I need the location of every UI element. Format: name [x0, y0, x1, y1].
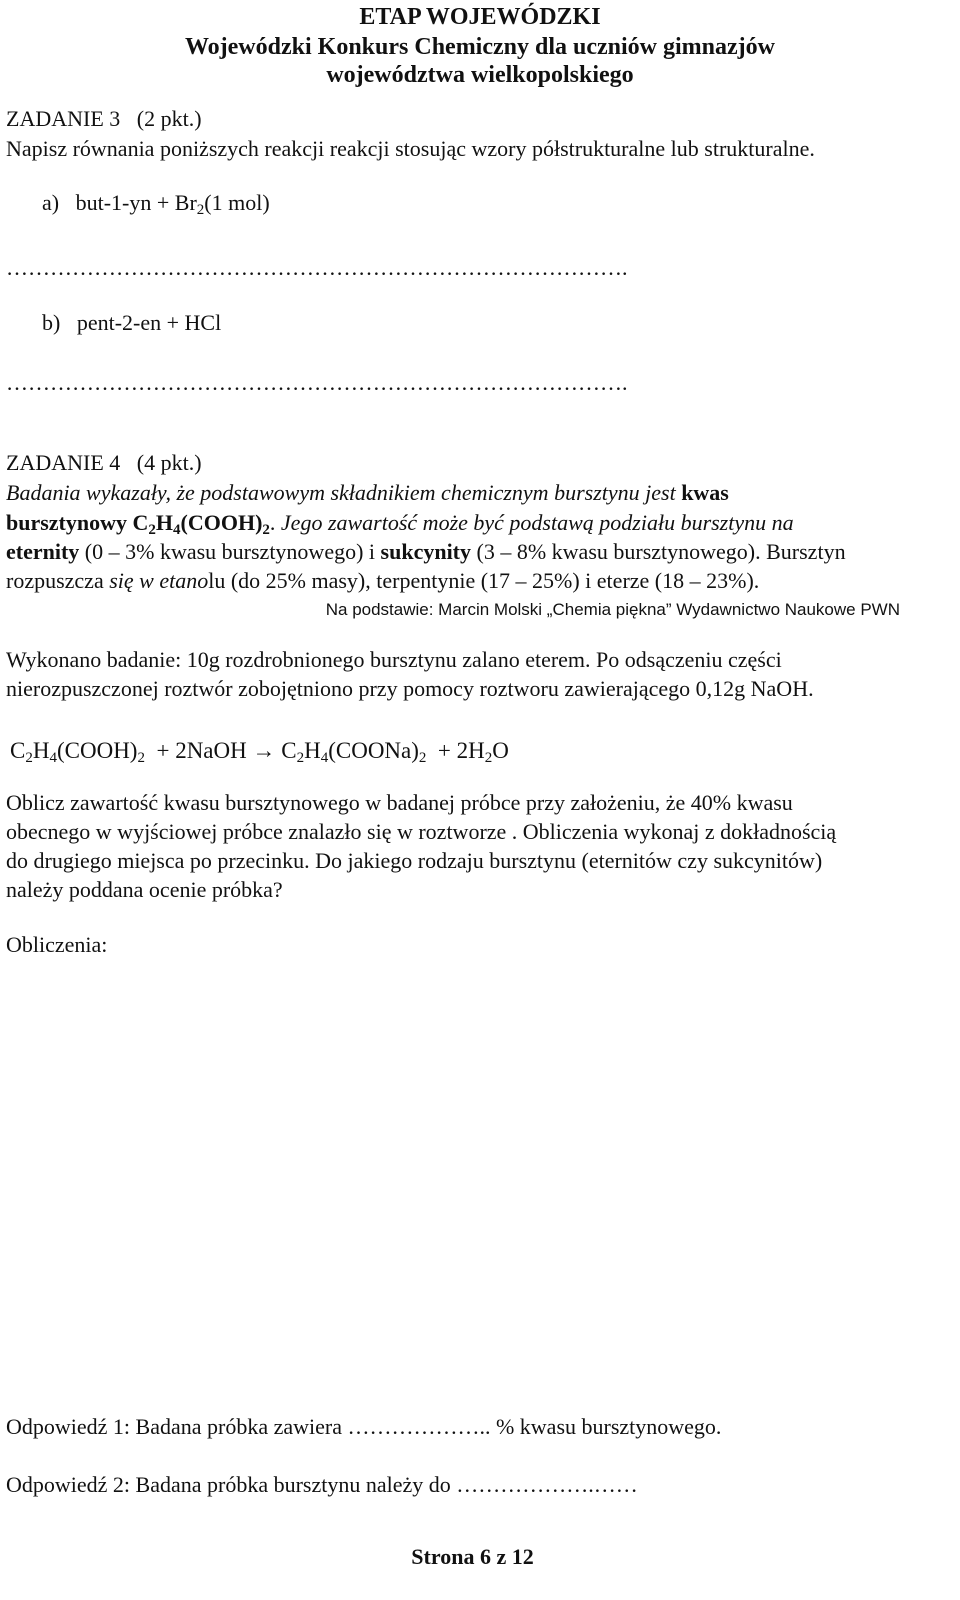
task3-points: (2 pkt.): [136, 106, 202, 131]
source-citation: Na podstawie: Marcin Molski „Chemia piękna” Wydawnictwo Naukowe PWN: [325, 600, 900, 619]
experiment-line2: nierozpuszczonej roztwór zobojętniono przy pomocy roztworu zawierającego 0,12g NaOH.: [6, 676, 814, 701]
item-b-marker: b): [42, 310, 61, 335]
task3-title: ZADANIE 3: [6, 106, 121, 131]
question-line4: należy poddana ocenie próbka?: [6, 877, 283, 902]
question-line1: Oblicz zawartość kwasu bursztynowego w badanej próbce przy założeniu, że 40% kwasu: [6, 790, 793, 815]
task4-points: (4 pkt.): [136, 450, 202, 475]
task3-item-a: a) $but-1-yn + Br_2(1$ mol): [42, 190, 270, 218]
task3-item-b: b) pent-2-en + HCl: [42, 310, 222, 335]
question-line2: obecnego w wyjściowej próbce znalazło się w roztworze . Obliczenia wykonaj z dokładnością: [6, 819, 837, 844]
question-line3: do drugiego miejsca po przecinku. Do jakiego rodzaju bursztynu (eternitów czy sukcynitów): [6, 848, 823, 873]
task3-instruction: Napisz równania poniższych reakcji reakcji stosując wzory półstrukturalne lub strukturalne.: [6, 136, 815, 161]
task3-answer-line-b: ………………………………………………………………………….: [6, 370, 628, 395]
calculations-label: Obliczenia:: [6, 932, 108, 957]
task4-para-line3: eternity (0 – 3% kwasu bursztynowego) i sukcynity (3 – 8% kwasu bursztynowego). Bursztyn: [6, 539, 846, 564]
header-region: województwa wielkopolskiego: [326, 62, 634, 88]
reaction-equation: $C_2H_4(COOH)_2$ + 2NaOH → $C_2H_4(COONa)_2 + 2H_2O$: [10, 738, 509, 766]
header-title: ETAP WOJEWÓDZKI: [359, 4, 601, 30]
experiment-line1: Wykonano badanie: 10g rozdrobnionego bursztynu zalano eterem. Po odsączeniu części: [6, 647, 782, 672]
task4-heading: [6, 450, 202, 476]
task4-para-line4: rozpuszcza się w etanolu (do 25% masy), terpentynie (17 – 25%) i eterze (18 – 23%).: [6, 568, 760, 593]
page-number: Strona 6 z 12: [411, 1544, 534, 1569]
item-a-marker: a): [42, 190, 60, 215]
reaction-arrow-icon: →: [252, 738, 276, 763]
task4-para-line1: Badania wykazały, że podstawowym składnikiem chemicznym bursztynu jest kwas: [6, 480, 729, 505]
task4-title: ZADANIE 4: [6, 450, 121, 475]
task4-para-line2: bursztynowy $C_2H_4(COOH)_2$. Jego zawartość może być podstawą podziału bursztynu na: [6, 510, 794, 538]
answer-1[interactable]: Odpowiedź 1: Badana próbka zawiera ……………….. % kwasu bursztynowego.: [6, 1414, 722, 1439]
header-subtitle: Wojewódzki Konkurs Chemiczny dla uczniów gimnazjów: [184, 34, 775, 60]
answer-2[interactable]: Odpowiedź 2: Badana próbka bursztynu należy do ……………….……: [6, 1472, 638, 1497]
task3-heading: [6, 106, 202, 132]
task3-answer-line-a: ………………………………………………………………………….: [6, 255, 628, 280]
